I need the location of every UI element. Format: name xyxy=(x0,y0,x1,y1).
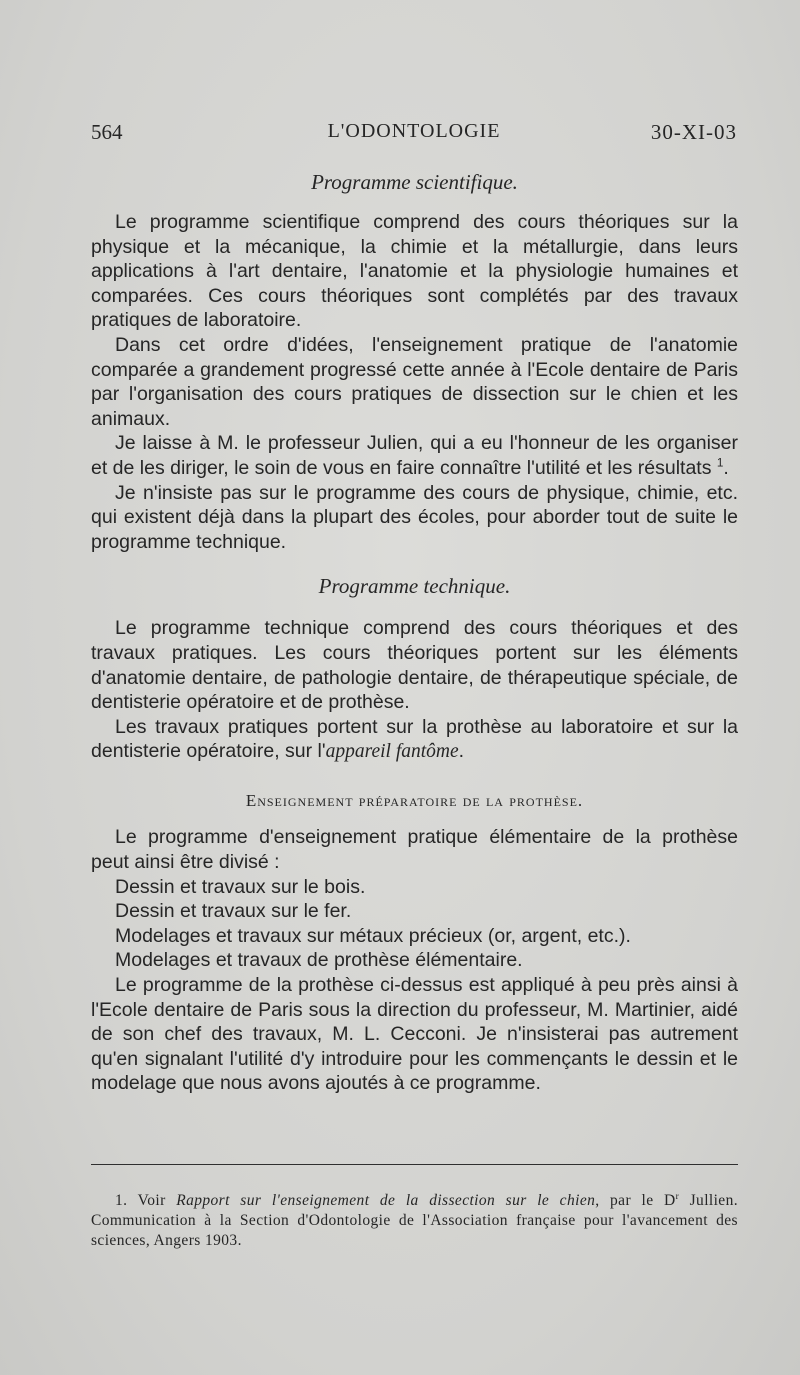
paragraph: Le programme de la prothèse ci-dessus est appliqué à peu près ainsi à l'Ecole dentaire de Paris sous la direction du professeur, M. Martinier, aidé de son chef des travaux, M. L. Cecconi. Je n'insisterai pas autrement qu'en signalant l'utilité d'y introduire pour les commençants le dessin et le modelage que nous avons ajoutés à ce programme. xyxy=(91,974,738,1095)
footnote-title: Rapport sur l'enseignement de la dissection sur le chien xyxy=(176,1192,596,1209)
footnote-text-rest: Jullien. Communication à la Section d'Odontologie de l'Association française pour l'avancement des sciences, Angers 1903. xyxy=(91,1192,739,1249)
footnote-lead: Voir xyxy=(137,1192,166,1209)
footnote-text-mid: , par le D xyxy=(595,1192,676,1209)
running-header xyxy=(91,120,737,150)
paragraph-text: . xyxy=(458,740,465,763)
italic-term: appareil fantôme xyxy=(325,741,459,763)
paragraph-text: . xyxy=(723,456,729,479)
footnote xyxy=(91,1191,738,1251)
footnote-divider xyxy=(91,1164,738,1165)
journal-title: L'ODONTOLOGIE xyxy=(327,120,501,142)
issue-date: 30-XI-03 xyxy=(650,120,737,144)
list-item: Modelages et travaux de prothèse élémentaire. xyxy=(115,949,523,972)
paragraph: Le programme technique comprend des cours théoriques et des travaux pratiques. Les cours théoriques portent sur les éléments d'anatomie dentaire, de pathologie dentaire, de thérapeutique spéciale, de dentisterie opératoire et de prothèse. xyxy=(91,617,738,714)
paragraph-text: Les travaux pratiques portent sur la prothèse au laboratoire et sur la dentisterie opératoire, sur l' xyxy=(91,715,738,763)
heading-programme-technique: Programme technique. xyxy=(318,574,511,599)
footnote-text xyxy=(91,1191,738,1251)
heading-enseignement-preparatoire: Enseignement préparatoire de la prothèse. xyxy=(245,790,584,810)
paragraph: Dans cet ordre d'idées, l'enseignement pratique de l'anatomie comparée a grandement progressé cette année à l'Ecole dentaire de Paris par l'organisation des cours pratiques de dissection sur le chien et les animaux. xyxy=(91,333,738,430)
heading-programme-scientifique: Programme scientifique. xyxy=(311,170,518,194)
paragraph: Le programme d'enseignement pratique élémentaire de la prothèse peut ainsi être divisé : xyxy=(91,826,738,874)
paragraph: Le programme scientifique comprend des cours théoriques sur la physique et la mécanique, la chimie et la métallurgie, dans leurs applications à l'art dentaire, l'anatomie et la physiologie humaines et comparées. Ces cours théoriques sont complétés par des travaux pratiques de laboratoire. xyxy=(91,211,738,332)
main-text xyxy=(91,170,738,1096)
page-number: 564 xyxy=(91,120,123,144)
list-item: Modelages et travaux sur métaux précieux (or, argent, etc.). xyxy=(115,924,631,947)
list-item: Dessin et travaux sur le bois. xyxy=(115,875,366,898)
footnote-reference: 1 xyxy=(716,456,724,470)
paragraph-text: Je laisse à M. le professeur Julien, qui a eu l'honneur de les organiser et de les diriger, le soin de vous en faire connaître l'utilité et les résultats xyxy=(91,432,738,479)
list-item: Dessin et travaux sur le fer. xyxy=(115,900,352,923)
footnote-superscript: r xyxy=(675,1191,680,1202)
paragraph xyxy=(91,715,738,765)
paragraph: Je n'insiste pas sur le programme des cours de physique, chimie, etc. qui existent déjà dans la plupart des écoles, pour aborder tout de suite le programme technique. xyxy=(91,481,738,553)
paragraph xyxy=(91,431,738,480)
footnote-marker: 1. xyxy=(115,1192,128,1209)
